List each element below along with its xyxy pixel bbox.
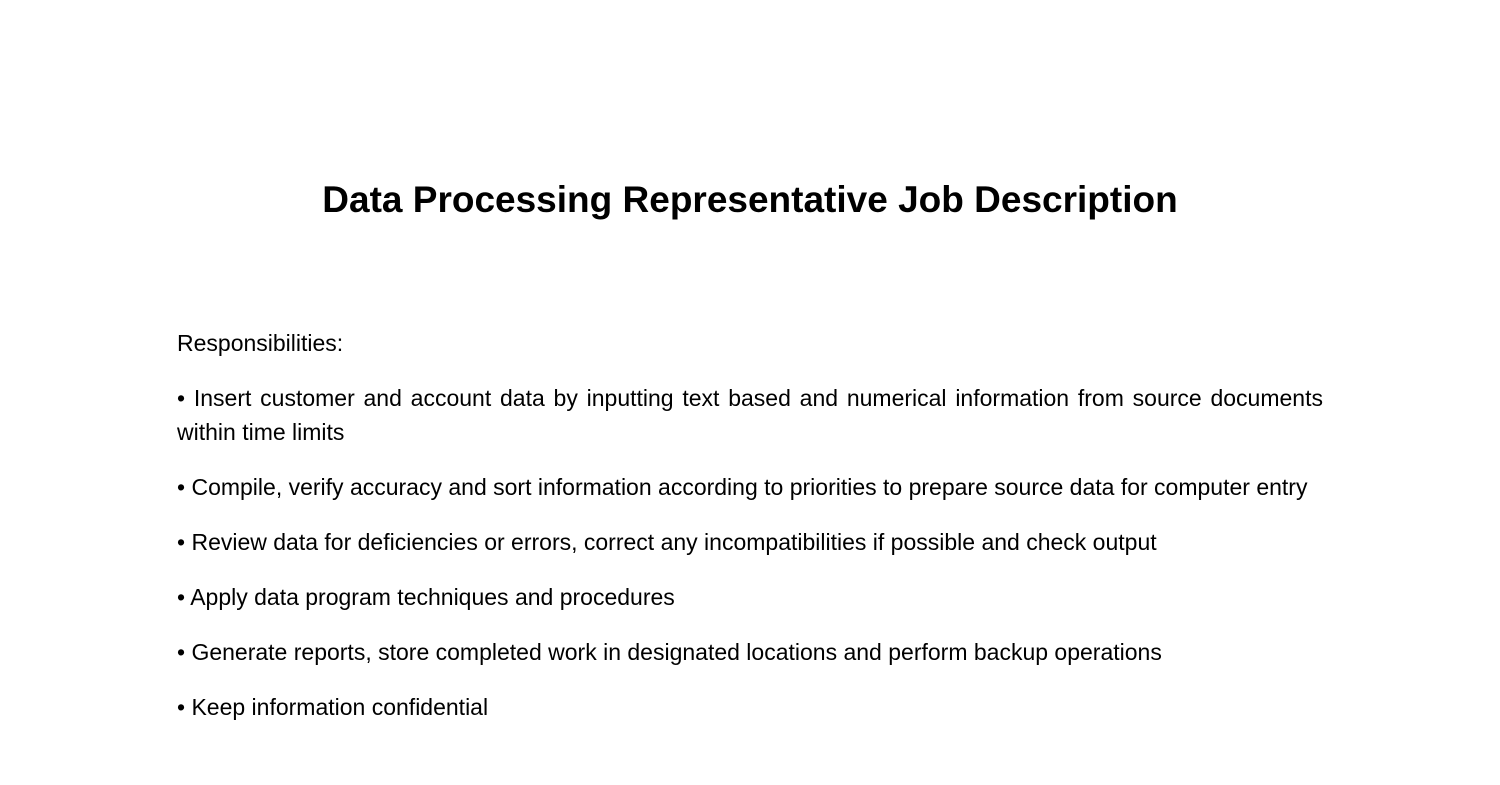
bullet-text: Review data for deficiencies or errors, correct any incompatibilities if possible and check output	[191, 529, 1157, 556]
bullet-marker: •	[177, 584, 191, 611]
bullet-marker: •	[177, 529, 192, 556]
bullet-text: Insert customer and account data by inputting text based and numerical information from source documents within time limits	[177, 385, 1323, 446]
bullet-item	[177, 580, 1323, 614]
bullet-marker: •	[177, 694, 192, 721]
bullet-text: Apply data program techniques and procedures	[190, 584, 675, 611]
document-title: Data Processing Representative Job Description	[322, 179, 1178, 220]
bullet-item	[177, 525, 1323, 559]
bullet-marker: •	[177, 639, 192, 666]
document-body	[177, 326, 1323, 724]
bullet-text: Keep information confidential	[191, 694, 489, 721]
bullet-item	[177, 470, 1323, 504]
bullet-marker: •	[177, 474, 192, 501]
bullet-list	[177, 381, 1323, 724]
bullet-marker: •	[177, 385, 194, 412]
bullet-item	[177, 690, 1323, 724]
bullet-item	[177, 635, 1323, 669]
bullet-text: Compile, verify accuracy and sort information according to priorities to prepare source data for computer entry	[191, 474, 1308, 501]
section-heading: Responsibilities:	[177, 330, 344, 357]
bullet-item	[177, 381, 1323, 449]
bullet-text: Generate reports, store completed work in designated locations and perform backup operations	[191, 639, 1162, 666]
